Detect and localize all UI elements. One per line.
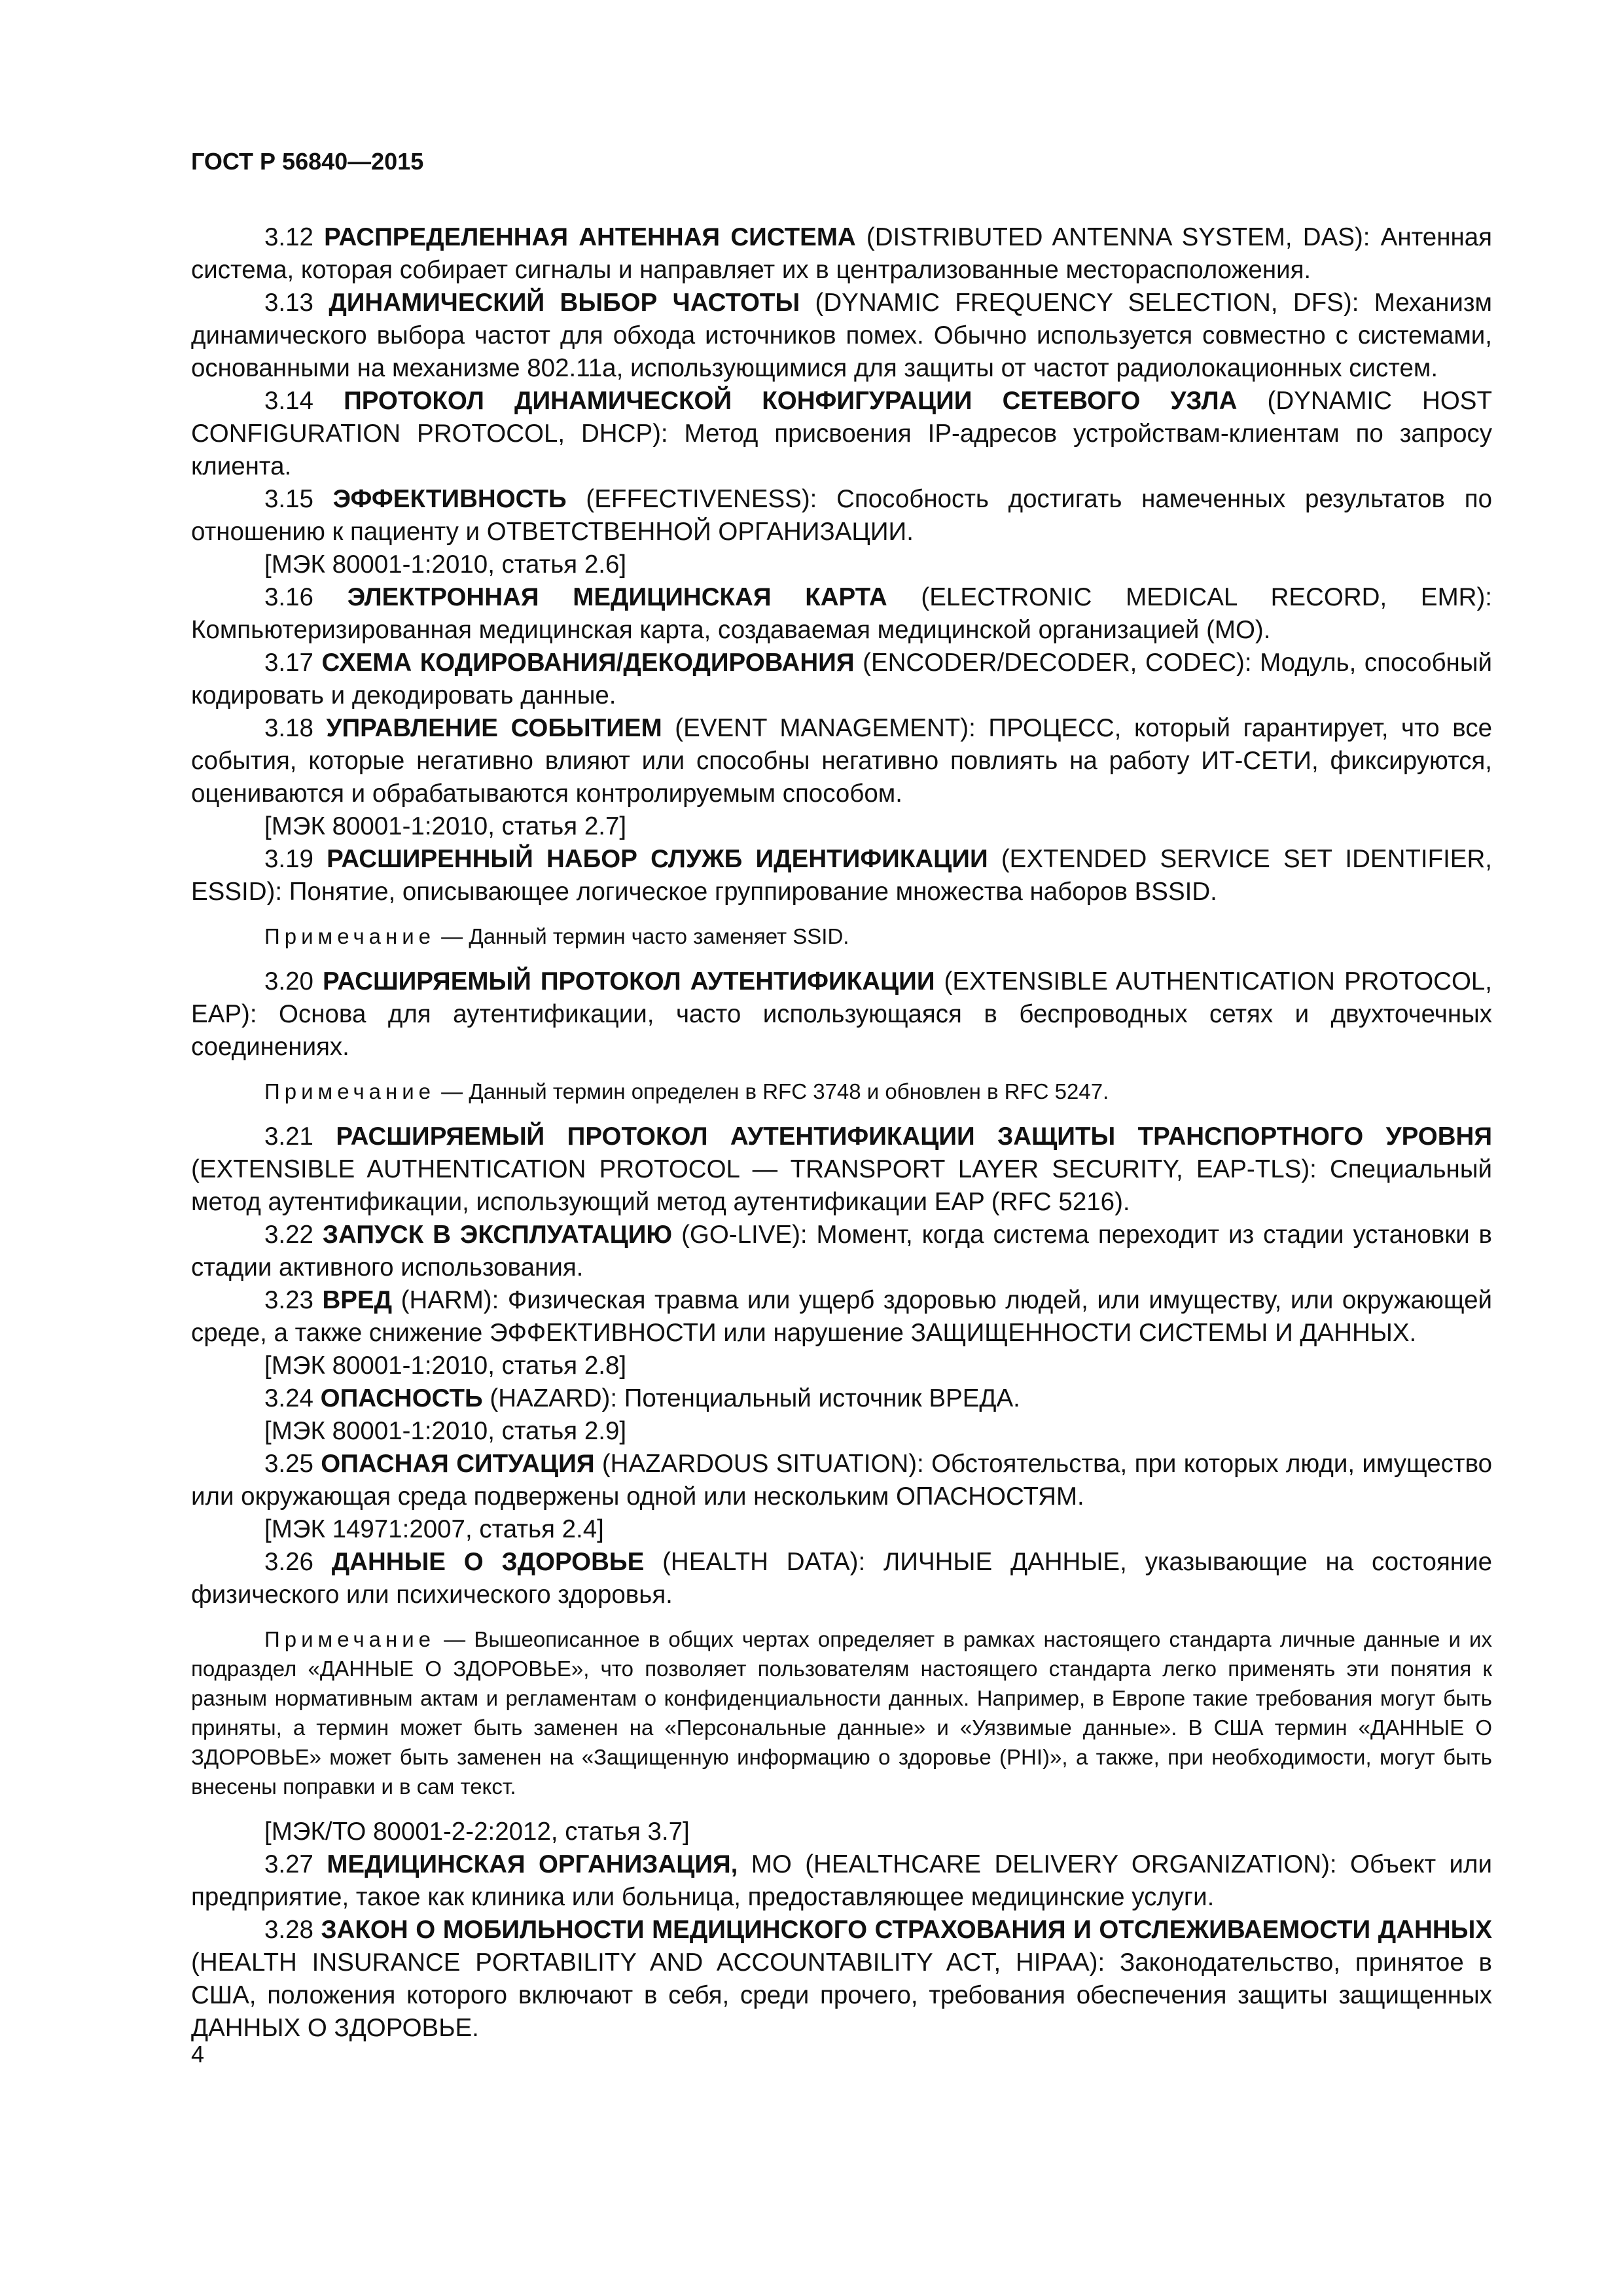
note	[191, 922, 1492, 951]
term-title: ОПАСНОСТЬ	[320, 1384, 483, 1412]
note-text: — Данный термин определен в RFC 3748 и обновлен в RFC 5247.	[435, 1079, 1109, 1103]
term-entry-3-16	[191, 581, 1492, 647]
term-number: 3.13	[264, 289, 329, 317]
term-title: МЕДИЦИНСКАЯ ОРГАНИЗАЦИЯ,	[327, 1850, 738, 1878]
source-reference: [МЭК 80001-1:2010, статья 2.7]	[264, 812, 627, 840]
term-number: 3.16	[264, 583, 348, 611]
term-title: ДИНАМИЧЕСКИЙ ВЫБОР ЧАСТОТЫ	[329, 289, 800, 317]
term-number: 3.23	[264, 1286, 323, 1314]
term-definition: (HAZARD): Потенциальный источник ВРЕДА.	[482, 1384, 1020, 1412]
note-label: Примечание	[264, 1627, 436, 1651]
note-label: Примечание	[264, 924, 436, 948]
term-definition: (HARM): Физическая травма или ущерб здоровью людей, или имуществу, или окружающей среде, а также снижение ЭФФЕКТИВНОСТИ или нарушение ЗАЩИЩЕННОСТИ СИСТЕМЫ И ДАННЫХ.	[191, 1286, 1492, 1347]
page-number: 4	[191, 2041, 205, 2068]
term-title: СХЕМА КОДИРОВАНИЯ/ДЕКОДИРОВАНИЯ	[321, 649, 855, 677]
term-entry-3-13	[191, 287, 1492, 385]
source-reference: [МЭК 80001-1:2010, статья 2.9]	[264, 1417, 627, 1445]
term-number: 3.25	[264, 1450, 321, 1478]
term-definition: (HEALTH DATA): ЛИЧНЫЕ ДАННЫЕ, указывающие на состояние физического или психического здоровья.	[191, 1548, 1492, 1609]
note	[191, 1624, 1492, 1801]
term-definition: (DYNAMIC HOST CONFIGURATION PROTOCOL, DHCP): Метод присвоения IP-адресов устройствам-клиентам по запросу клиента.	[191, 387, 1492, 480]
term-number: 3.24	[264, 1384, 321, 1412]
term-number: 3.15	[264, 485, 333, 513]
document-header: ГОСТ Р 56840—2015	[191, 148, 424, 175]
note-label: Примечание	[264, 1079, 436, 1103]
term-entry-3-28	[191, 1914, 1492, 2045]
term-entry-3-12	[191, 221, 1492, 287]
term-definition: (HEALTH INSURANCE PORTABILITY AND ACCOUNTABILITY ACT, HIPAA): Законодательство, принятое в США, положения которого включают в себя, среди прочего, требования обеспечения защиты защищенных ДАННЫХ О ЗДОРОВЬЕ.	[191, 1948, 1492, 2042]
term-title: РАСШИРЕННЫЙ НАБОР СЛУЖБ ИДЕНТИФИКАЦИИ	[327, 845, 988, 873]
term-title: РАСШИРЯЕМЫЙ ПРОТОКОЛ АУТЕНТИФИКАЦИИ ЗАЩИТЫ ТРАНСПОРТНОГО УРОВНЯ	[336, 1122, 1492, 1151]
term-definition: (EXTENDED SERVICE SET IDENTIFIER, ESSID): Понятие, описывающее логическое группирование множества наборов BSSID.	[191, 845, 1492, 906]
term-title: ВРЕД	[322, 1286, 393, 1314]
term-definition: (ENCODER/DECODER, CODEC): Модуль, способный кодировать и декодировать данные.	[191, 649, 1492, 709]
term-entry-3-17	[191, 647, 1492, 712]
source-reference: [МЭК 14971:2007, статья 2.4]	[264, 1515, 604, 1543]
term-title: ЭФФЕКТИВНОСТЬ	[332, 485, 567, 513]
term-title: ЭЛЕКТРОННАЯ МЕДИЦИНСКАЯ КАРТА	[347, 583, 887, 611]
term-entry-3-14	[191, 385, 1492, 483]
term-definition: (EXTENSIBLE AUTHENTICATION PROTOCOL — TRANSPORT LAYER SECURITY, EAP-TLS): Специальный метод аутентификации, использующий метод аутентификации EAP (RFC 5216).	[191, 1155, 1492, 1216]
term-title: УПРАВЛЕНИЕ СОБЫТИЕМ	[326, 714, 662, 742]
term-title: ПРОТОКОЛ ДИНАМИЧЕСКОЙ КОНФИГУРАЦИИ СЕТЕВОГО УЗЛА	[344, 387, 1238, 415]
note-text: — Вышеописанное в общих чертах определяет в рамках настоящего стандарта личные данные и их подраздел «ДАННЫЕ О ЗДОРОВЬЕ», что позволяет пользователям настоящего стандарта легко применять эти понятия к разным нормативным актам и регламентам о конфиденциальности данных. Например, в Европе такие требования могут быть приняты, а термин может быть заменен на «Персональные данные» и «Уязвимые данные». В США термин «ДАННЫЕ О ЗДОРОВЬЕ» может быть заменен на «Защищенную информацию о здоровье (PHI)», а также, при необходимости, могут быть внесены поправки и в сам текст.	[191, 1627, 1492, 1799]
term-entry-3-27	[191, 1848, 1492, 1914]
term-definition: (GO-LIVE): Момент, когда система переходит из стадии установки в стадии активного использования.	[191, 1221, 1492, 1282]
term-entry-3-20	[191, 965, 1492, 1064]
term-definition: МО (HEALTHCARE DELIVERY ORGANIZATION): Объект или предприятие, такое как клиника или больница, предоставляющее медицинские услуги.	[191, 1850, 1492, 1911]
term-title: РАСПРЕДЕЛЕННАЯ АНТЕННАЯ СИСТЕМА	[324, 223, 856, 251]
term-number: 3.26	[264, 1548, 332, 1576]
term-title: ОПАСНАЯ СИТУАЦИЯ	[321, 1450, 595, 1478]
term-definition: (EFFECTIVENESS): Способность достигать намеченных результатов по отношению к пациенту и ОТВЕТСТВЕННОЙ ОРГАНИЗАЦИИ.	[191, 485, 1492, 546]
term-number: 3.28	[264, 1916, 321, 1944]
term-title: ЗАКОН О МОБИЛЬНОСТИ МЕДИЦИНСКОГО СТРАХОВАНИЯ И ОТСЛЕЖИВАЕМОСТИ ДАННЫХ	[321, 1916, 1492, 1944]
term-entry-3-19	[191, 843, 1492, 908]
term-definition: (ELECTRONIC MEDICAL RECORD, EMR): Компьютеризированная медицинская карта, создаваемая медицинской организацией (МО).	[191, 583, 1493, 644]
term-entry-3-15	[191, 483, 1492, 548]
term-number: 3.17	[264, 649, 322, 677]
term-definition: (EXTENSIBLE AUTHENTICATION PROTOCOL, EAP): Основа для аутентификации, часто использующаяся в беспроводных сетях и двухточечных соединениях.	[191, 967, 1493, 1061]
term-number: 3.18	[264, 714, 327, 742]
term-entry-3-23	[191, 1284, 1492, 1350]
source-reference: [МЭК 80001-1:2010, статья 2.6]	[264, 550, 627, 579]
term-definition: (DYNAMIC FREQUENCY SELECTION, DFS): Механизм динамического выбора частот для обхода источников помех. Обычно используется совместно с системами, основанными на механизме 802.11a, использующимися для защиты от частот радиолокационных систем.	[191, 289, 1492, 382]
term-entry-3-25	[191, 1448, 1492, 1513]
term-number: 3.22	[264, 1221, 323, 1249]
document-page	[191, 145, 1492, 2045]
term-entry-3-18	[191, 712, 1492, 810]
note-text: — Данный термин часто заменяет SSID.	[435, 924, 849, 948]
term-definition: (EVENT MANAGEMENT): ПРОЦЕСС, который гарантирует, что все события, которые негативно влияют или способны негативно повлиять на работу ИТ-СЕТИ, фиксируются, оцениваются и обрабатываются контролируемым способом.	[191, 714, 1492, 808]
term-entry-3-22	[191, 1219, 1492, 1284]
source-reference: [МЭК 80001-1:2010, статья 2.8]	[264, 1352, 627, 1380]
term-entry-3-21	[191, 1121, 1492, 1219]
term-number: 3.21	[264, 1122, 336, 1151]
term-title: ЗАПУСК В ЭКСПЛУАТАЦИЮ	[322, 1221, 673, 1249]
term-definition: (DISTRIBUTED ANTENNA SYSTEM, DAS): Антенная система, которая собирает сигналы и направляет их в централизованные месторасположения.	[191, 223, 1493, 284]
term-number: 3.14	[264, 387, 344, 415]
term-definition: (HAZARDOUS SITUATION): Обстоятельства, при которых люди, имущество или окружающая среда подвержены одной или нескольким ОПАСНОСТЯМ.	[191, 1450, 1492, 1511]
term-entry-3-24	[191, 1382, 1492, 1415]
term-number: 3.20	[264, 967, 323, 996]
term-title: РАСШИРЯЕМЫЙ ПРОТОКОЛ АУТЕНТИФИКАЦИИ	[323, 967, 935, 996]
term-number: 3.27	[264, 1850, 327, 1878]
term-entry-3-26	[191, 1546, 1492, 1611]
source-reference: [МЭК/ТО 80001-2-2:2012, статья 3.7]	[264, 1818, 690, 1846]
term-number: 3.19	[264, 845, 327, 873]
note	[191, 1077, 1492, 1106]
term-title: ДАННЫЕ О ЗДОРОВЬЕ	[331, 1548, 645, 1576]
term-number: 3.12	[264, 223, 325, 251]
